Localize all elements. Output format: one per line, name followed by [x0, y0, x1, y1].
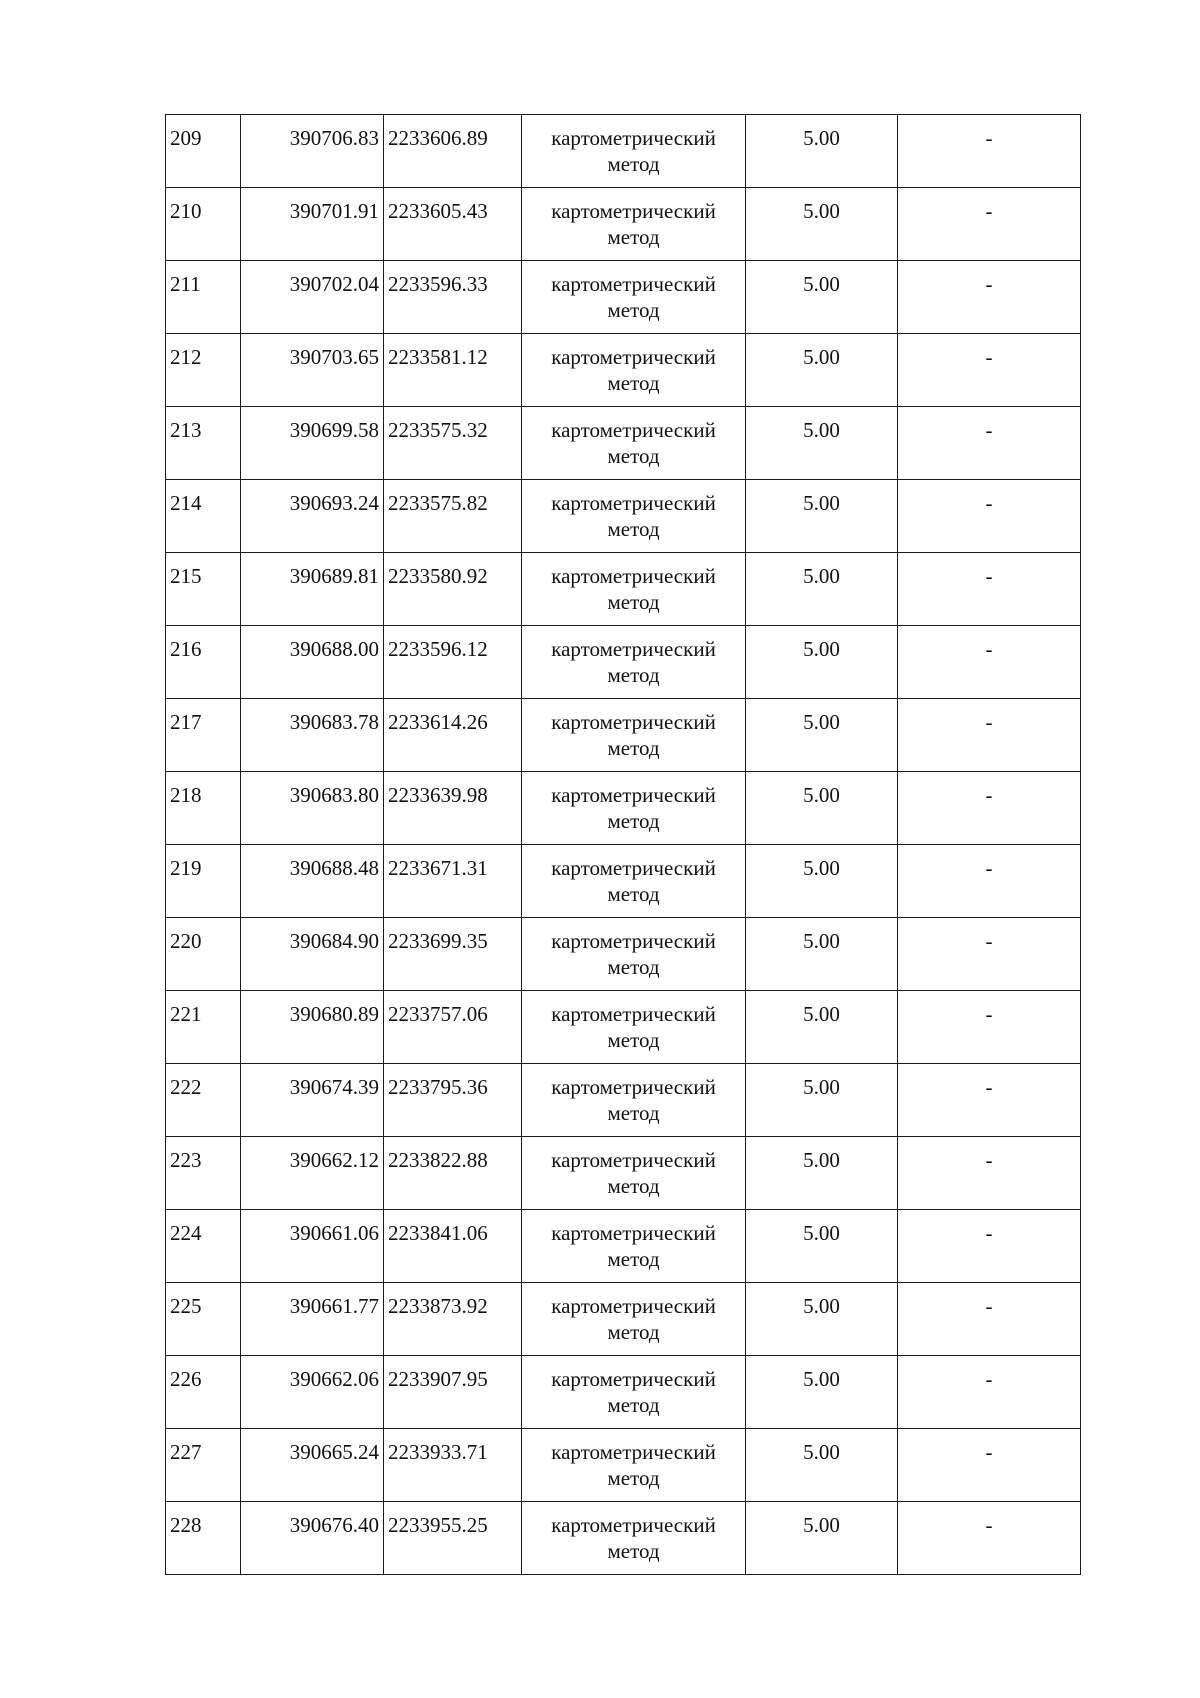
y-coordinate-cell: 2233757.06	[384, 991, 522, 1064]
accuracy-cell: 5.00	[746, 626, 898, 699]
method-line-2: метод	[607, 444, 660, 468]
method-line-2: метод	[607, 1539, 660, 1563]
method-line-1: картометрический	[551, 1513, 716, 1537]
table-row	[166, 699, 1081, 772]
point-number-cell: 212	[166, 334, 241, 407]
method-cell	[522, 1064, 746, 1137]
note-cell: -	[898, 188, 1081, 261]
x-coordinate-cell: 390693.24	[241, 480, 384, 553]
accuracy-cell: 5.00	[746, 991, 898, 1064]
method-line-1: картометрический	[551, 856, 716, 880]
y-coordinate-cell: 2233575.82	[384, 480, 522, 553]
table-row	[166, 480, 1081, 553]
method-line-1: картометрический	[551, 929, 716, 953]
note-cell: -	[898, 1137, 1081, 1210]
method-cell	[522, 1210, 746, 1283]
method-line-1: картометрический	[551, 710, 716, 734]
accuracy-cell: 5.00	[746, 1064, 898, 1137]
method-line-2: метод	[607, 1174, 660, 1198]
method-cell	[522, 991, 746, 1064]
note-cell: -	[898, 1283, 1081, 1356]
x-coordinate-cell: 390683.78	[241, 699, 384, 772]
method-line-1: картометрический	[551, 1367, 716, 1391]
y-coordinate-cell: 2233606.89	[384, 115, 522, 188]
method-line-2: метод	[607, 1101, 660, 1125]
method-cell	[522, 1356, 746, 1429]
accuracy-cell: 5.00	[746, 553, 898, 626]
x-coordinate-cell: 390676.40	[241, 1502, 384, 1575]
point-number-cell: 214	[166, 480, 241, 553]
method-cell	[522, 1502, 746, 1575]
table-row	[166, 991, 1081, 1064]
x-coordinate-cell: 390689.81	[241, 553, 384, 626]
point-number-cell: 225	[166, 1283, 241, 1356]
method-cell	[522, 1137, 746, 1210]
method-line-1: картометрический	[551, 199, 716, 223]
table-row	[166, 918, 1081, 991]
method-line-1: картометрический	[551, 1148, 716, 1172]
table-row	[166, 772, 1081, 845]
x-coordinate-cell: 390684.90	[241, 918, 384, 991]
note-cell: -	[898, 1429, 1081, 1502]
method-line-2: метод	[607, 371, 660, 395]
method-line-2: метод	[607, 1247, 660, 1271]
point-number-cell: 221	[166, 991, 241, 1064]
y-coordinate-cell: 2233575.32	[384, 407, 522, 480]
x-coordinate-cell: 390688.48	[241, 845, 384, 918]
table-row	[166, 1064, 1081, 1137]
method-line-1: картометрический	[551, 1075, 716, 1099]
accuracy-cell: 5.00	[746, 1137, 898, 1210]
note-cell: -	[898, 918, 1081, 991]
y-coordinate-cell: 2233699.35	[384, 918, 522, 991]
point-number-cell: 219	[166, 845, 241, 918]
note-cell: -	[898, 772, 1081, 845]
note-cell: -	[898, 699, 1081, 772]
note-cell: -	[898, 1356, 1081, 1429]
note-cell: -	[898, 1064, 1081, 1137]
accuracy-cell: 5.00	[746, 334, 898, 407]
y-coordinate-cell: 2233873.92	[384, 1283, 522, 1356]
y-coordinate-cell: 2233907.95	[384, 1356, 522, 1429]
y-coordinate-cell: 2233614.26	[384, 699, 522, 772]
point-number-cell: 215	[166, 553, 241, 626]
note-cell: -	[898, 1210, 1081, 1283]
table-row	[166, 1137, 1081, 1210]
x-coordinate-cell: 390706.83	[241, 115, 384, 188]
x-coordinate-cell: 390702.04	[241, 261, 384, 334]
x-coordinate-cell: 390661.06	[241, 1210, 384, 1283]
note-cell: -	[898, 553, 1081, 626]
table-row	[166, 1356, 1081, 1429]
note-cell: -	[898, 115, 1081, 188]
accuracy-cell: 5.00	[746, 1210, 898, 1283]
point-number-cell: 226	[166, 1356, 241, 1429]
method-line-1: картометрический	[551, 637, 716, 661]
y-coordinate-cell: 2233596.33	[384, 261, 522, 334]
method-line-2: метод	[607, 590, 660, 614]
method-line-1: картометрический	[551, 783, 716, 807]
point-number-cell: 211	[166, 261, 241, 334]
method-line-1: картометрический	[551, 345, 716, 369]
x-coordinate-cell: 390701.91	[241, 188, 384, 261]
table-row	[166, 553, 1081, 626]
method-line-2: метод	[607, 1028, 660, 1052]
point-number-cell: 223	[166, 1137, 241, 1210]
table-row	[166, 1283, 1081, 1356]
method-line-2: метод	[607, 663, 660, 687]
accuracy-cell: 5.00	[746, 1283, 898, 1356]
note-cell: -	[898, 480, 1081, 553]
note-cell: -	[898, 991, 1081, 1064]
table-row	[166, 1429, 1081, 1502]
method-line-1: картометрический	[551, 272, 716, 296]
method-cell	[522, 1283, 746, 1356]
note-cell: -	[898, 261, 1081, 334]
method-line-1: картометрический	[551, 1002, 716, 1026]
accuracy-cell: 5.00	[746, 1429, 898, 1502]
method-line-1: картометрический	[551, 1221, 716, 1245]
point-number-cell: 228	[166, 1502, 241, 1575]
method-cell	[522, 261, 746, 334]
accuracy-cell: 5.00	[746, 845, 898, 918]
point-number-cell: 217	[166, 699, 241, 772]
method-cell	[522, 772, 746, 845]
accuracy-cell: 5.00	[746, 918, 898, 991]
table-row	[166, 1210, 1081, 1283]
method-line-2: метод	[607, 225, 660, 249]
x-coordinate-cell: 390665.24	[241, 1429, 384, 1502]
method-line-2: метод	[607, 736, 660, 760]
y-coordinate-cell: 2233605.43	[384, 188, 522, 261]
method-line-2: метод	[607, 298, 660, 322]
method-cell	[522, 407, 746, 480]
accuracy-cell: 5.00	[746, 115, 898, 188]
accuracy-cell: 5.00	[746, 261, 898, 334]
y-coordinate-cell: 2233933.71	[384, 1429, 522, 1502]
table-row	[166, 188, 1081, 261]
method-cell	[522, 1429, 746, 1502]
point-number-cell: 220	[166, 918, 241, 991]
point-number-cell: 210	[166, 188, 241, 261]
table-row	[166, 626, 1081, 699]
note-cell: -	[898, 334, 1081, 407]
note-cell: -	[898, 845, 1081, 918]
x-coordinate-cell: 390683.80	[241, 772, 384, 845]
table-row	[166, 334, 1081, 407]
note-cell: -	[898, 1502, 1081, 1575]
method-cell	[522, 553, 746, 626]
y-coordinate-cell: 2233822.88	[384, 1137, 522, 1210]
note-cell: -	[898, 626, 1081, 699]
point-number-cell: 216	[166, 626, 241, 699]
method-line-2: метод	[607, 1320, 660, 1344]
method-line-1: картометрический	[551, 491, 716, 515]
y-coordinate-cell: 2233955.25	[384, 1502, 522, 1575]
x-coordinate-cell: 390661.77	[241, 1283, 384, 1356]
method-line-2: метод	[607, 1466, 660, 1490]
coordinates-table-body	[166, 115, 1081, 1575]
accuracy-cell: 5.00	[746, 1356, 898, 1429]
method-line-2: метод	[607, 882, 660, 906]
method-line-2: метод	[607, 809, 660, 833]
method-cell	[522, 115, 746, 188]
point-number-cell: 227	[166, 1429, 241, 1502]
accuracy-cell: 5.00	[746, 1502, 898, 1575]
method-cell	[522, 918, 746, 991]
table-row	[166, 407, 1081, 480]
method-line-1: картометрический	[551, 418, 716, 442]
y-coordinate-cell: 2233580.92	[384, 553, 522, 626]
method-cell	[522, 188, 746, 261]
x-coordinate-cell: 390688.00	[241, 626, 384, 699]
note-cell: -	[898, 407, 1081, 480]
x-coordinate-cell: 390703.65	[241, 334, 384, 407]
method-cell	[522, 699, 746, 772]
y-coordinate-cell: 2233596.12	[384, 626, 522, 699]
method-cell	[522, 845, 746, 918]
point-number-cell: 213	[166, 407, 241, 480]
method-cell	[522, 334, 746, 407]
x-coordinate-cell: 390699.58	[241, 407, 384, 480]
accuracy-cell: 5.00	[746, 480, 898, 553]
coordinates-table	[165, 114, 1081, 1575]
method-line-1: картометрический	[551, 126, 716, 150]
y-coordinate-cell: 2233639.98	[384, 772, 522, 845]
table-row	[166, 115, 1081, 188]
point-number-cell: 218	[166, 772, 241, 845]
method-line-2: метод	[607, 955, 660, 979]
x-coordinate-cell: 390662.06	[241, 1356, 384, 1429]
y-coordinate-cell: 2233671.31	[384, 845, 522, 918]
method-line-2: метод	[607, 152, 660, 176]
y-coordinate-cell: 2233581.12	[384, 334, 522, 407]
accuracy-cell: 5.00	[746, 699, 898, 772]
method-line-2: метод	[607, 517, 660, 541]
point-number-cell: 209	[166, 115, 241, 188]
x-coordinate-cell: 390680.89	[241, 991, 384, 1064]
method-line-1: картометрический	[551, 1440, 716, 1464]
table-row	[166, 845, 1081, 918]
x-coordinate-cell: 390674.39	[241, 1064, 384, 1137]
accuracy-cell: 5.00	[746, 407, 898, 480]
method-cell	[522, 626, 746, 699]
method-line-1: картометрический	[551, 1294, 716, 1318]
method-cell	[522, 480, 746, 553]
y-coordinate-cell: 2233841.06	[384, 1210, 522, 1283]
accuracy-cell: 5.00	[746, 188, 898, 261]
method-line-1: картометрический	[551, 564, 716, 588]
x-coordinate-cell: 390662.12	[241, 1137, 384, 1210]
point-number-cell: 222	[166, 1064, 241, 1137]
table-row	[166, 1502, 1081, 1575]
accuracy-cell: 5.00	[746, 772, 898, 845]
y-coordinate-cell: 2233795.36	[384, 1064, 522, 1137]
method-line-2: метод	[607, 1393, 660, 1417]
table-row	[166, 261, 1081, 334]
point-number-cell: 224	[166, 1210, 241, 1283]
